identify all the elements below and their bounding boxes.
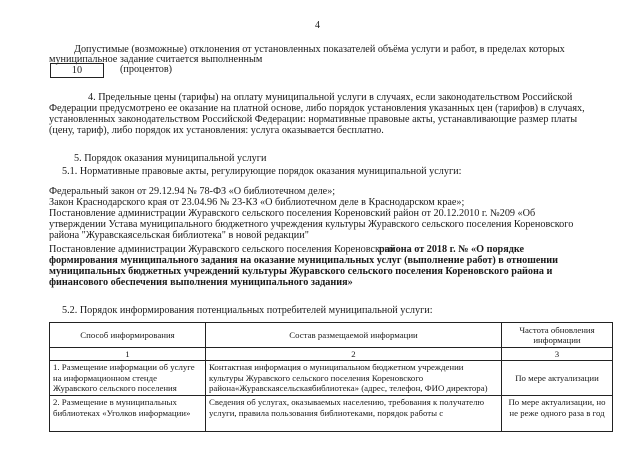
cell-frequency: По мере актуализации <box>502 361 613 396</box>
table-row <box>50 361 613 396</box>
cell-method: 1. Размещение информации об услуге на информационном стенде Журавского сельского поселения <box>50 361 206 396</box>
section5-2-heading: 5.2. Порядок информирования потенциальных потребителей муниципальной услуги: <box>62 305 433 316</box>
legal-act-line: Постановление администрации Журавского сельского поселения Кореновский район от 20.12.2010 г. №209 «Об <box>49 208 536 219</box>
legal-act-line: Федеральный закон от 29.12.94 № 78-ФЗ «О библиотечном деле»; <box>49 186 336 197</box>
resolution-bold-text: района от 2018 г. № «О порядке <box>379 244 525 255</box>
resolution-bold-text: формирования муниципального задания на оказание муниципальных услуг (выполнение работ) в отношении <box>49 255 558 266</box>
cell-content: Контактная информация о муниципальном бюджетном учреждении культуры Журавского сельского поселения Кореновского района«Журавскаясельскаябиблиотека» (адрес, телефон, ФИО директора) <box>206 361 502 396</box>
page-number: 4 <box>315 20 320 31</box>
section4-line: установленных законодательством Российской Федерации: нормативные правовые акты, устанавливающие размер платы <box>49 114 578 125</box>
header-method: Способ информирования <box>50 323 206 348</box>
table-header-row <box>50 323 613 348</box>
cell-frequency: По мере актуализации, но не реже одного раза в год <box>502 396 613 432</box>
resolution-bold-text: муниципальных бюджетных учреждений культуры Журавского сельского поселения Кореновского района и <box>49 266 553 277</box>
deviation-text-line1: Допустимые (возможные) отклонения от установленных показателей объёма услуги и работ, в пределах которых <box>74 44 565 55</box>
header-content: Состав размещаемой информации <box>206 323 502 348</box>
section5-1-heading: 5.1. Нормативные правовые акты, регулирующие порядок оказания муниципальной услуги: <box>62 166 462 177</box>
column-number: 1 <box>50 348 206 361</box>
resolution-plain-text: Постановление администрации Журавского сельского поселения Кореновского <box>49 244 394 255</box>
deviation-value-box: 10 <box>50 63 104 78</box>
table-number-row <box>50 348 613 361</box>
cell-method: 2. Размещение в муниципальных библиотеках «Уголков информации» <box>50 396 206 432</box>
information-table <box>49 322 613 432</box>
section4-line: (цену, тариф), либо порядок их установления: услуга оказывается бесплатно. <box>49 125 384 136</box>
deviation-text-line2: муниципальное задание считается выполненным <box>49 54 263 65</box>
column-number: 2 <box>206 348 502 361</box>
section5-title: 5. Порядок оказания муниципальной услуги <box>74 153 267 164</box>
cell-content: Сведения об услугах, оказываемых населению, требования к получателю услуги, правила пользования библиотеками, порядок работы с <box>206 396 502 432</box>
legal-act-line: утверждении Устава муниципального бюджетного учреждения культуры Журавского сельского поселения Кореновского <box>49 219 574 230</box>
legal-act-line: района "Журавскаясельская библиотека" в новой редакции" <box>49 230 309 241</box>
table-row <box>50 396 613 432</box>
section4-line: Федерации предусмотрено ее оказание на платной основе, либо порядок установления указанных цен (тарифов) в случаях, <box>49 103 585 114</box>
deviation-unit: (процентов) <box>120 64 173 75</box>
legal-act-line: Закон Краснодарского края от 23.04.96 № 23-КЗ «О библиотечном деле в Краснодарском крае»; <box>49 197 465 208</box>
resolution-bold-text: финансового обеспечения выполнения муниципального задания» <box>49 277 353 288</box>
column-number: 3 <box>502 348 613 361</box>
section4-line: 4. Предельные цены (тарифы) на оплату муниципальной услуги в случаях, если законодательством Российской <box>88 92 573 103</box>
header-frequency: Частота обновления информации <box>502 323 613 348</box>
